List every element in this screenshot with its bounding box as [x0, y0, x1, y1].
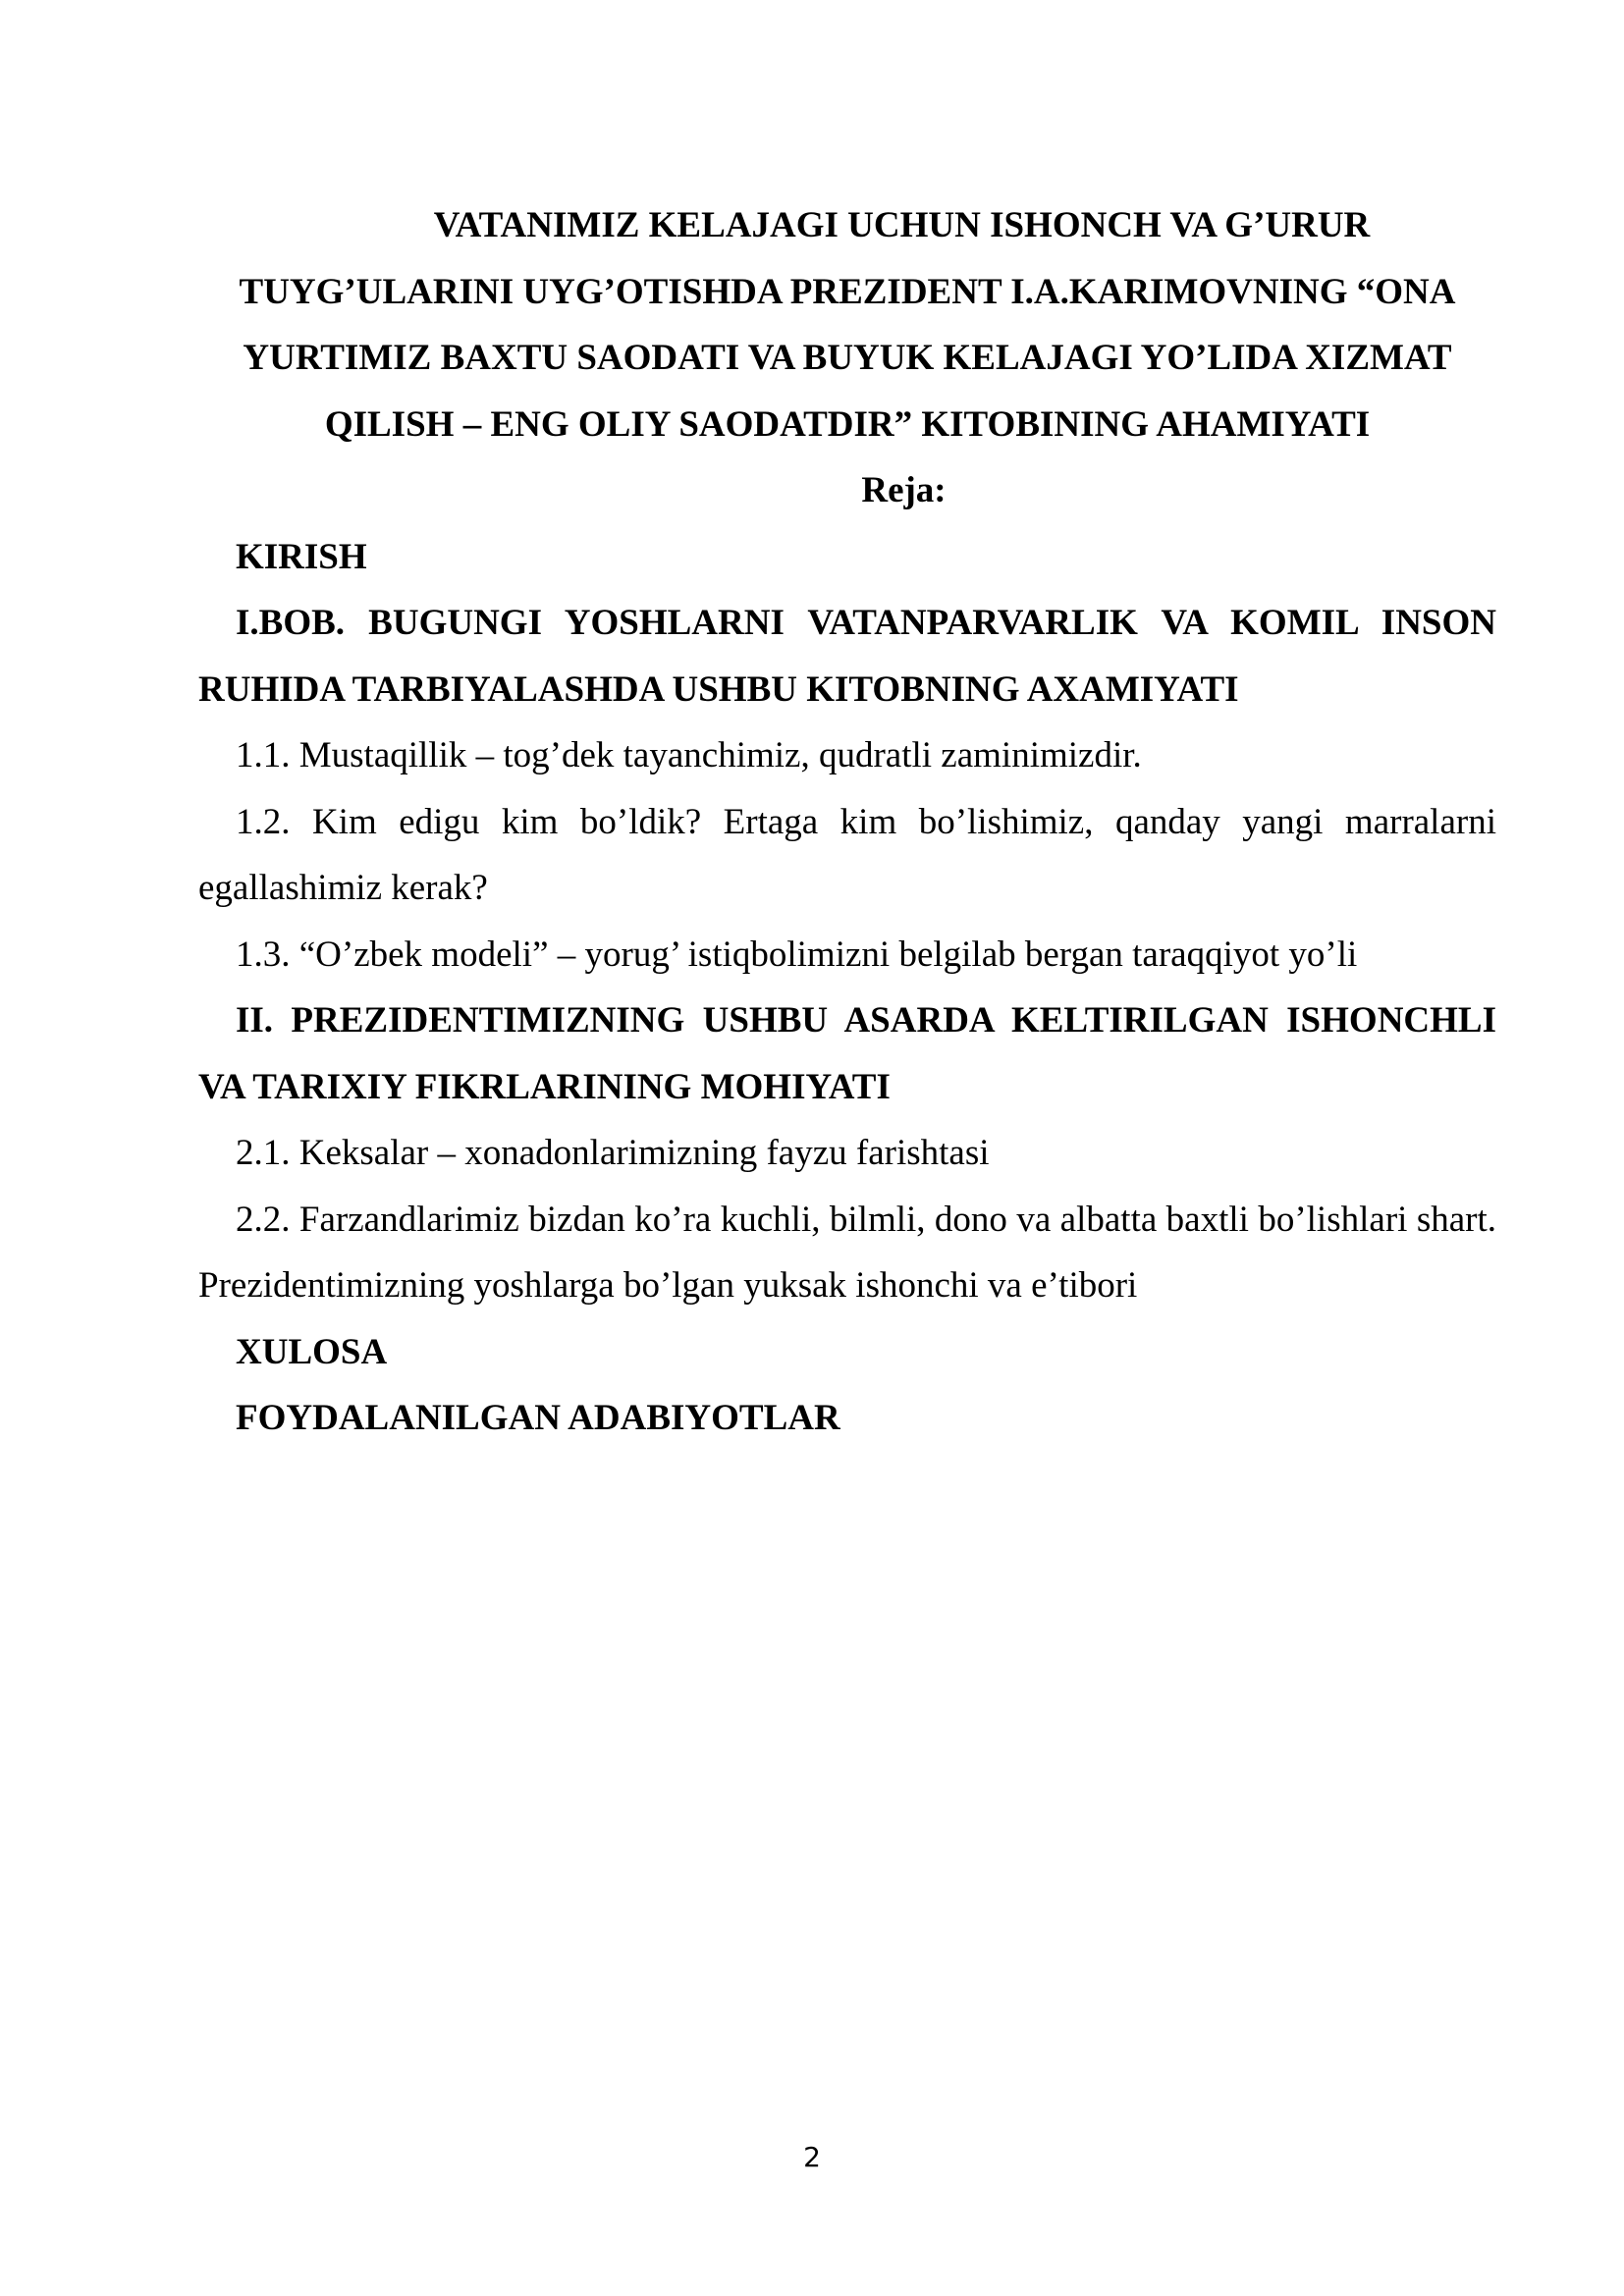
outline-conclusion: XULOSA: [236, 1331, 388, 1372]
chapter-2-title: II. PREZIDENTIMIZNING USHBU ASARDA KELTIRILGAN ISHONCHLI VA TARIXIY FIKRLARINING MOHIYATI: [198, 1000, 1496, 1107]
page-number: 2: [803, 2141, 821, 2173]
outline-intro: KIRISH: [236, 536, 367, 577]
chapter-1-item: 1.3. “O’zbek modeli” – yorug’ istiqbolimizni belgilab bergan taraqqiyot yo’li: [236, 934, 1358, 975]
chapter-1-item: 1.1. Mustaqillik – tog’dek tayanchimiz, qudratli zaminimizdir.: [236, 735, 1142, 775]
chapter-1-title: I.BOB. BUGUNGI YOSHLARNI VATANPARVARLIK VA KOMIL INSON RUHIDA TARBIYALASHDA USHBU KITOBNING AXAMIYATI: [198, 603, 1496, 710]
outline-references: FOYDALANILGAN ADABIYOTLAR: [236, 1398, 840, 1438]
title-line: YURTIMIZ BAXTU SAODATI VA BUYUK KELAJAGI YO’LIDA XIZMAT: [243, 338, 1452, 378]
title-line: TUYG’ULARINI UYG’OTISHDA PREZIDENT I.A.KARIMOVNING “ONA: [239, 271, 1456, 312]
chapter-1-item: 1.2. Kim edigu kim bo’ldik? Ertaga kim bo’lishimiz, qanday yangi marralarni egallashimiz kerak?: [198, 801, 1496, 908]
chapter-2-item: 2.2. Farzandlarimiz bizdan ko’ra kuchli, bilmli, dono va albatta baxtli bo’lishlari shart. Prezidentimizning yoshlarga bo’lgan yuksak ishonchi va e’tibori: [198, 1199, 1496, 1306]
plan-heading: Reja:: [861, 470, 947, 510]
chapter-2-item: 2.1. Keksalar – xonadonlarimizning fayzu farishtasi: [236, 1133, 990, 1173]
title-line: VATANIMIZ KELAJAGI UCHUN ISHONCH VA G’URUR: [433, 205, 1371, 245]
document-title: [198, 192, 1496, 457]
document-page: [198, 192, 1496, 1452]
title-line: QILISH – ENG OLIY SAODATDIR” KITOBINING AHAMIYATI: [324, 403, 1371, 445]
